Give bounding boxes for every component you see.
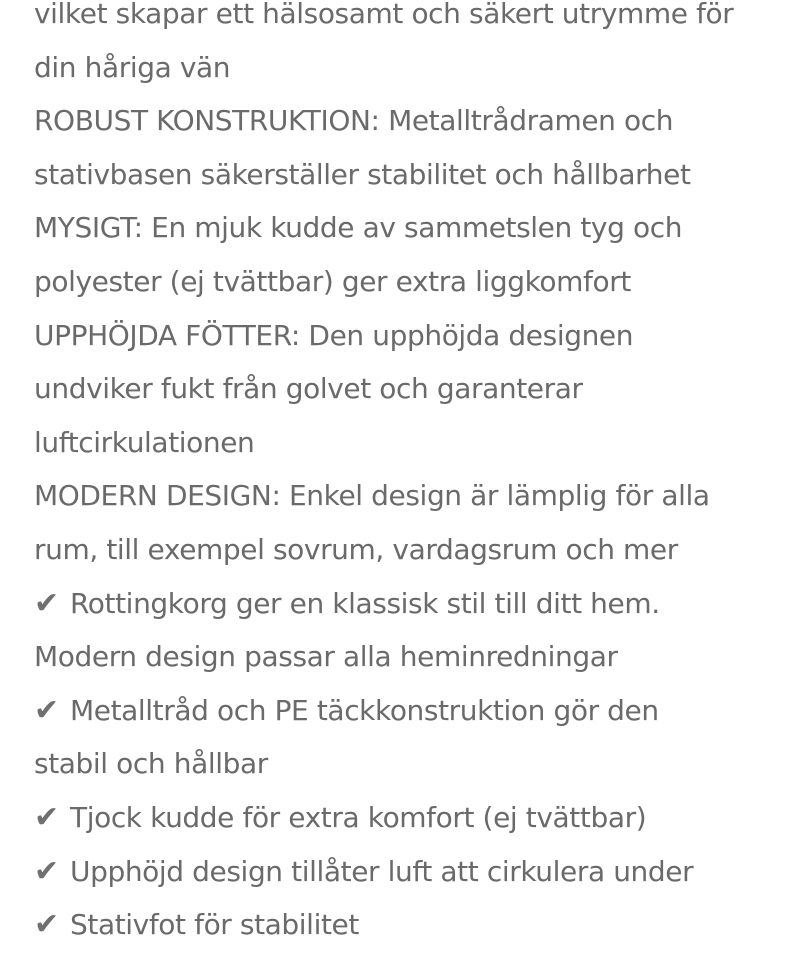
checklist-text: Metalltråd och PE täckkonstruktion gör den — [70, 693, 659, 727]
checklist-text: Upphöjd design tillåter luft att cirkulera under — [70, 854, 694, 888]
text-line: din håriga vän — [34, 50, 231, 84]
feature-raised-feet: UPPHÖJDA FÖTTER: Den upphöjda designen — [34, 318, 634, 352]
checklist-text: Rottingkorg ger en klassisk stil till ditt hem. — [70, 586, 660, 620]
checklist-text: Tjock kudde för extra komfort (ej tvättbar) — [70, 800, 647, 834]
feature-modern-design: MODERN DESIGN: Enkel design är lämplig för alla — [34, 479, 710, 513]
feature-robust-construction: ROBUST KONSTRUKTION: Metalltrådramen och — [34, 104, 674, 138]
checklist-item — [34, 898, 794, 952]
checklist-text: Stativfot för stabilitet — [70, 908, 359, 942]
checklist-item-continuation: stabil och hållbar — [34, 747, 268, 781]
checkmark-icon: ✔ — [34, 585, 59, 621]
checklist-item-continuation: Modern design passar alla heminredningar — [34, 640, 618, 674]
checkmark-icon: ✔ — [34, 853, 59, 889]
checkmark-icon: ✔ — [34, 799, 59, 835]
checklist-item — [34, 577, 794, 631]
text-line: luftcirkulationen — [34, 425, 255, 459]
text-line: undviker fukt från golvet och garanterar — [34, 372, 583, 406]
text-line: rum, till exempel sovrum, vardagsrum och mer — [34, 532, 678, 566]
checkmark-icon: ✔ — [34, 907, 59, 943]
text-line: vilket skapar ett hälsosamt och säkert utrymme för — [34, 0, 734, 30]
text-line: polyester (ej tvättbar) ger extra liggkomfort — [34, 264, 631, 298]
feature-cozy: MYSIGT: En mjuk kudde av sammetslen tyg och — [34, 211, 683, 245]
checkmark-icon: ✔ — [34, 692, 59, 728]
checklist-item — [34, 684, 794, 738]
checklist-item — [34, 791, 794, 845]
text-line: stativbasen säkerställer stabilitet och hållbarhet — [34, 157, 691, 191]
checklist-item — [34, 845, 794, 899]
product-description — [34, 0, 794, 952]
